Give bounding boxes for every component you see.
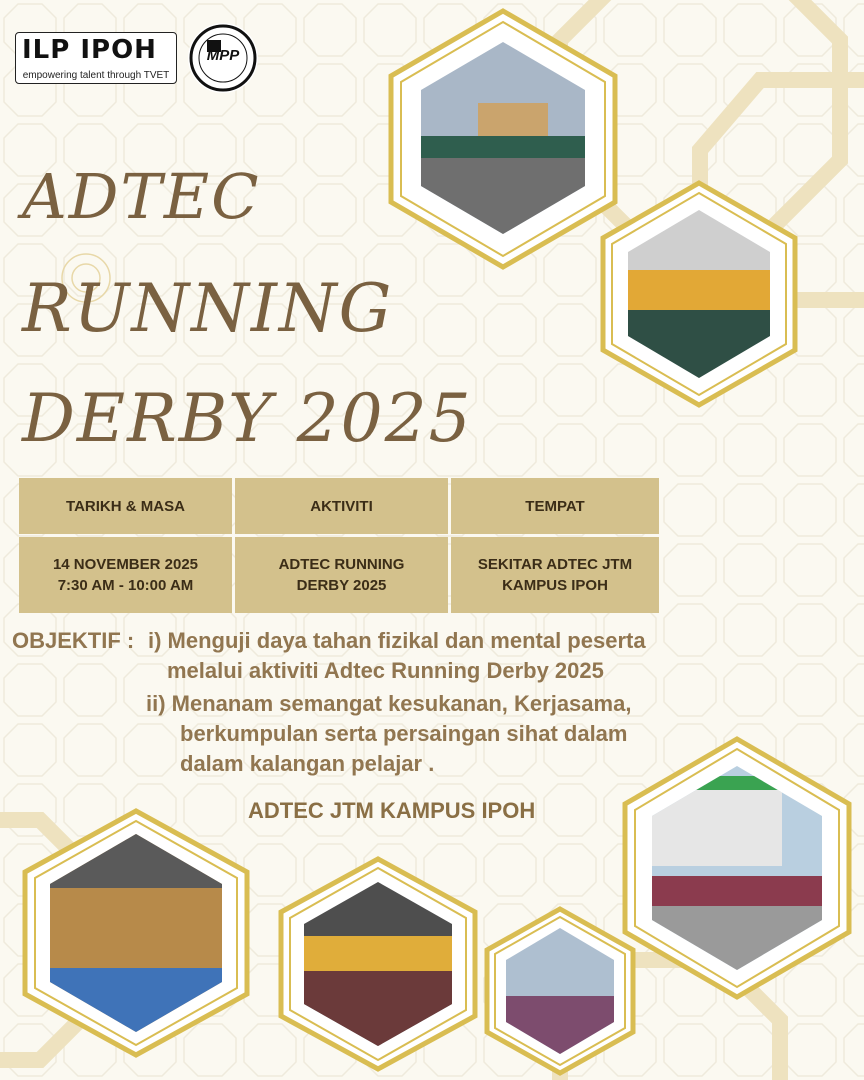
objectives-label: OBJEKTIF : [12,628,135,653]
header-date-time: TARIKH & MASA [19,478,232,534]
objective-line-4: berkumpulan serta persaingan sihat dalam [180,721,628,746]
venue-line-1: SEKITAR ADTEC JTM [477,556,633,573]
objective-line-3: ii) Menanam semangat kesukanan, Kerjasama, [146,691,632,716]
outdoor-assembly-photo [388,8,618,270]
header-activity: AKTIVITI [235,478,448,534]
ilp-logo-name: ILP IPOH [22,35,157,65]
hall-assembly-photo [600,180,798,408]
cell-venue [451,537,659,613]
hall-exercise-photo [278,856,478,1072]
objective-line-2: melalui aktiviti Adtec Running Derby 2025 [167,658,604,683]
cell-activity [235,537,448,613]
header-venue: TEMPAT [451,478,659,534]
event-info-table [16,475,662,616]
cell-date-time [19,537,232,613]
activity-line-2: DERBY 2025 [296,577,387,594]
ilp-logo-tagline: empowering talent through TVET [22,70,170,81]
gym-warmup-photo [22,808,250,1058]
title-line-2: RUNNING [22,270,394,347]
mpp-logo-label: MPP [206,47,240,64]
title-line-1: ADTEC [22,160,261,233]
ilp-ipoh-logo [15,32,177,84]
venue-line-2: KAMPUS IPOH [502,577,608,594]
title-line-3: DERBY 2025 [22,380,473,457]
event-time: 7:30 AM - 10:00 AM [57,577,194,594]
footer-campus-name: ADTEC JTM KAMPUS IPOH [248,798,536,823]
objective-line-1: i) Menguji daya tahan fizikal dan mental peserta [148,628,646,653]
objective-line-5: dalam kalangan pelajar . [180,751,435,776]
building-run-photo [622,736,852,1000]
activity-line-1: ADTEC RUNNING [278,556,405,573]
event-date: 14 NOVEMBER 2025 [52,556,199,573]
campus-group-photo [484,906,636,1076]
